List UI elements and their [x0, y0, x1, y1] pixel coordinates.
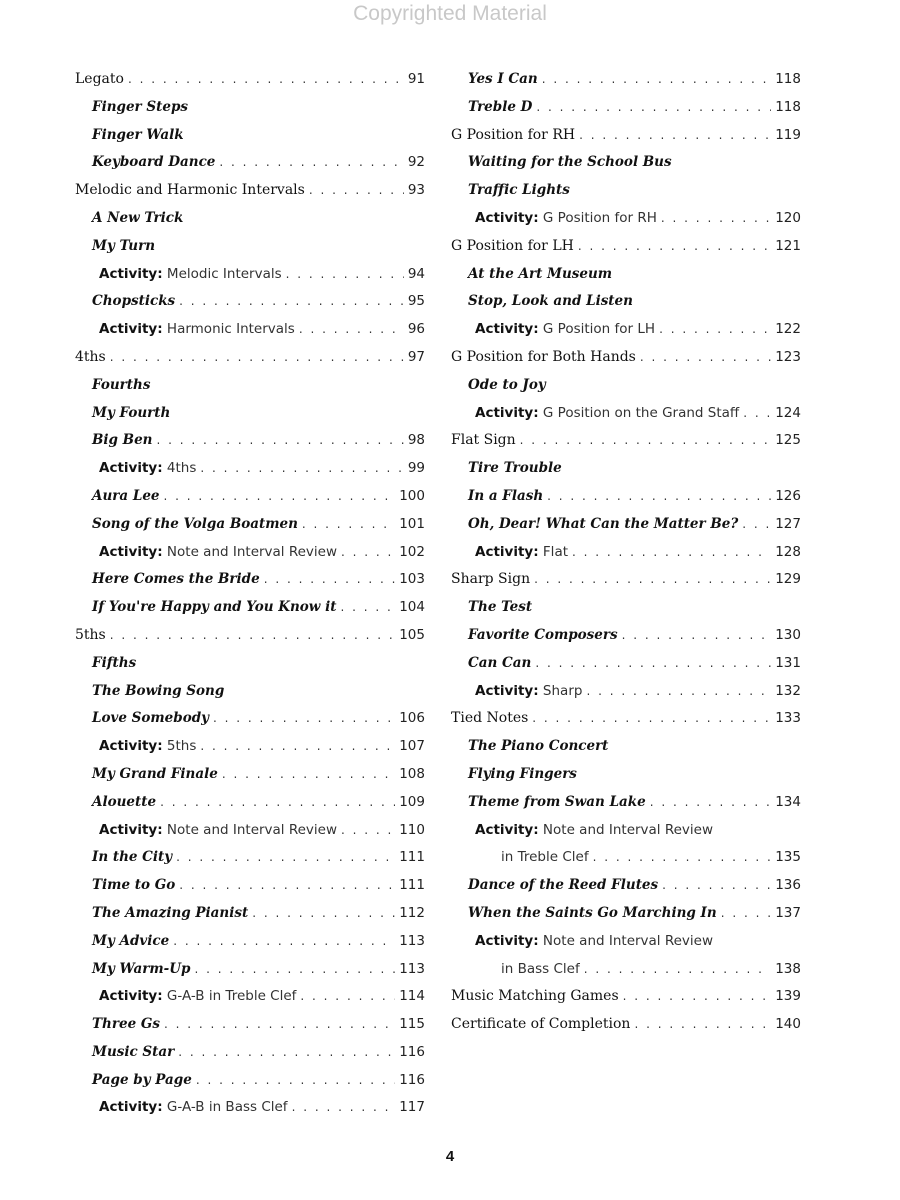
leader-dots	[164, 483, 396, 511]
toc-entry	[451, 483, 801, 511]
activity-label: Activity:	[475, 404, 539, 421]
toc-entry-title	[99, 261, 282, 289]
toc-entry	[75, 622, 425, 650]
toc-entry-title: My Grand Finale	[92, 765, 218, 782]
toc-entry-page: 107	[399, 738, 425, 755]
toc-entry-page: 140	[775, 1016, 801, 1033]
toc-entry-title: G Position for RH	[451, 126, 576, 143]
toc-entry-title: Aura Lee	[92, 487, 160, 504]
toc-entry	[75, 872, 425, 900]
activity-title: Harmonic Intervals	[166, 321, 295, 338]
toc-entry-page: 134	[775, 793, 801, 810]
toc-entry	[451, 761, 801, 789]
toc-entry-title: 4ths	[75, 348, 106, 365]
toc-entry	[75, 733, 425, 761]
leader-dots	[535, 650, 771, 678]
toc-entry-title	[475, 316, 655, 344]
toc-entry	[451, 872, 801, 900]
toc-entry-page: 124	[775, 404, 801, 421]
toc-entry	[75, 956, 425, 984]
toc-entry	[451, 149, 801, 177]
toc-entry-page: 136	[775, 877, 801, 894]
toc-entry-page: 109	[399, 793, 425, 810]
activity-title: Note and Interval Review	[166, 543, 338, 560]
leader-dots	[623, 983, 772, 1011]
toc-entry	[75, 177, 425, 205]
activity-title: 4ths	[166, 460, 197, 477]
leader-dots	[160, 789, 395, 817]
toc-entry-title: Certificate of Completion	[451, 1016, 631, 1033]
leader-dots	[534, 566, 771, 594]
activity-label: Activity:	[99, 1099, 163, 1116]
toc-entry-page: 91	[407, 71, 425, 87]
activity-label: Activity:	[475, 321, 539, 338]
toc-entry-page: 133	[775, 710, 801, 727]
activity-label: Activity:	[475, 682, 539, 699]
toc-entry	[451, 400, 801, 428]
leader-dots	[650, 789, 771, 817]
toc-entry-title: Theme from Swan Lake	[468, 793, 646, 810]
toc-entry	[451, 900, 801, 928]
toc-entry	[75, 900, 425, 928]
toc-entry-title	[475, 400, 739, 428]
leader-dots	[173, 928, 395, 956]
toc-entry-page: 130	[775, 626, 801, 643]
toc-entry	[451, 94, 801, 122]
toc-entry-title: Traffic Lights	[468, 182, 570, 199]
leader-dots	[622, 622, 772, 650]
leader-dots	[578, 233, 771, 261]
toc-right-column	[451, 66, 801, 1039]
leader-dots	[200, 733, 395, 761]
activity-label: Activity:	[99, 988, 163, 1005]
toc-entry-title	[99, 817, 337, 845]
activity-label: Activity:	[475, 543, 539, 560]
toc-left-column	[75, 66, 425, 1122]
activity-label: Activity:	[99, 821, 163, 838]
toc-entry-title	[99, 539, 337, 567]
activity-title: G Position for RH	[542, 209, 657, 226]
toc-entry-title: My Warm-Up	[92, 960, 191, 977]
leader-dots	[179, 872, 395, 900]
activity-title: Melodic Intervals	[166, 265, 282, 282]
toc-entry-title: Treble D	[468, 98, 533, 115]
toc-entry-title: The Amazing Pianist	[92, 904, 249, 921]
toc-entry-page: 111	[399, 849, 425, 866]
toc-entry-title: My Fourth	[92, 404, 171, 421]
activity-label: Activity:	[475, 821, 539, 838]
toc-entry	[451, 928, 801, 956]
leader-dots	[309, 177, 404, 205]
leader-dots	[659, 316, 771, 344]
leader-dots	[252, 900, 395, 928]
toc-entry-title: Waiting for the School Bus	[468, 154, 672, 171]
toc-entry-title: Love Somebody	[92, 710, 209, 727]
leader-dots	[292, 1094, 396, 1122]
toc-entry-title: in Treble Clef	[501, 849, 589, 866]
leader-dots	[341, 817, 395, 845]
leader-dots	[178, 1039, 395, 1067]
toc-entry-title	[475, 928, 713, 956]
toc-entry-title: Song of the Volga Boatmen	[92, 515, 298, 532]
toc-entry	[75, 316, 425, 344]
leader-dots	[164, 1011, 395, 1039]
toc-entry-page: 99	[407, 460, 425, 477]
toc-entry-title: Flat Sign	[451, 432, 516, 449]
toc-entry-title: Three Gs	[92, 1016, 160, 1033]
toc-entry	[451, 956, 801, 984]
toc-entry	[451, 594, 801, 622]
activity-title: G Position on the Grand Staff	[542, 404, 740, 421]
toc-entry-title: My Advice	[92, 932, 170, 949]
toc-entry-page: 123	[775, 348, 801, 365]
leader-dots	[286, 261, 404, 289]
leader-dots	[200, 455, 403, 483]
toc-entry-title	[475, 539, 568, 567]
toc-entry-page: 122	[775, 321, 801, 338]
leader-dots	[542, 66, 772, 94]
toc-entry-title: Here Comes the Bride	[92, 571, 260, 588]
leader-dots	[586, 678, 771, 706]
toc-entry-page: 118	[775, 98, 801, 115]
leader-dots	[640, 344, 771, 372]
toc-entry-page: 93	[407, 182, 425, 199]
toc-entry	[451, 122, 801, 150]
toc-entry-title: Dance of the Reed Flutes	[468, 877, 659, 894]
toc-entry	[451, 844, 801, 872]
toc-entry-title	[99, 455, 196, 483]
toc-entry-page: 111	[399, 877, 425, 894]
toc-entry	[451, 233, 801, 261]
toc-entry-page: 98	[407, 432, 425, 449]
toc-entry	[451, 316, 801, 344]
toc-entry	[451, 817, 801, 845]
toc-entry-title: Page by Page	[92, 1071, 192, 1088]
toc-entry	[75, 844, 425, 872]
toc-entry-title: Ode to Joy	[468, 376, 546, 393]
leader-dots	[532, 705, 771, 733]
toc-entry	[451, 678, 801, 706]
toc-entry	[451, 539, 801, 567]
activity-title: Note and Interval Review	[166, 821, 338, 838]
toc-entry	[75, 344, 425, 372]
toc-entry	[75, 94, 425, 122]
leader-dots	[579, 122, 771, 150]
toc-entry	[75, 650, 425, 678]
toc-entry-title: G Position for Both Hands	[451, 348, 636, 365]
toc-entry-title	[99, 733, 196, 761]
toc-entry-page: 127	[775, 515, 801, 532]
copyright-watermark: Copyrighted Material	[353, 2, 547, 25]
toc-entry	[75, 483, 425, 511]
toc-entry-title: Keyboard Dance	[92, 154, 216, 171]
activity-title: Sharp	[542, 682, 583, 699]
leader-dots	[176, 844, 395, 872]
toc-entry-page: 125	[775, 432, 801, 449]
toc-entry-page: 95	[407, 293, 425, 310]
toc-entry-page: 106	[399, 710, 425, 727]
toc-entry	[75, 761, 425, 789]
toc-entry	[75, 149, 425, 177]
activity-label: Activity:	[475, 932, 539, 949]
toc-entry-title	[475, 205, 657, 233]
toc-entry-title	[475, 678, 582, 706]
leader-dots	[634, 1011, 771, 1039]
toc-entry	[451, 177, 801, 205]
toc-entry-page: 132	[775, 682, 801, 699]
toc-entry-title: Flying Fingers	[468, 765, 577, 782]
toc-entry-title: Tire Trouble	[468, 460, 562, 477]
toc-entry	[451, 66, 801, 94]
toc-entry	[75, 1039, 425, 1067]
toc-entry-title: Fourths	[92, 376, 151, 393]
toc-entry-title: The Bowing Song	[92, 682, 225, 699]
toc-entry-title: Finger Walk	[92, 126, 184, 143]
activity-title: Flat	[542, 543, 569, 560]
leader-dots	[536, 94, 771, 122]
toc-entry-title: in Bass Clef	[501, 960, 580, 977]
toc-entry	[75, 1067, 425, 1095]
leader-dots	[593, 844, 772, 872]
toc-entry	[75, 122, 425, 150]
toc-entry-page: 103	[399, 571, 425, 588]
toc-entry	[451, 288, 801, 316]
activity-title: 5ths	[166, 738, 197, 755]
toc-entry-page: 116	[399, 1071, 425, 1088]
leader-dots	[110, 344, 404, 372]
toc-entry-page: 116	[399, 1043, 425, 1060]
toc-entry	[75, 261, 425, 289]
toc-entry-page: 114	[399, 988, 425, 1005]
toc-entry-title: Yes I Can	[468, 71, 538, 87]
toc-entry-title: Time to Go	[92, 877, 176, 894]
toc-entry	[451, 205, 801, 233]
toc-entry-title: Favorite Composers	[468, 626, 618, 643]
leader-dots	[110, 622, 395, 650]
toc-entry-title: G Position for LH	[451, 237, 574, 254]
toc-entry	[75, 66, 425, 94]
toc-entry-title: Music Matching Games	[451, 988, 619, 1005]
leader-dots	[194, 956, 395, 984]
toc-entry-page: 110	[399, 821, 425, 838]
leader-dots	[179, 288, 404, 316]
toc-entry	[75, 288, 425, 316]
toc-entry-page: 113	[399, 932, 425, 949]
activity-label: Activity:	[99, 543, 163, 560]
toc-entry	[75, 817, 425, 845]
activity-title: Note and Interval Review	[542, 821, 714, 838]
toc-entry	[451, 566, 801, 594]
toc-entry-title: Tied Notes	[451, 710, 529, 727]
leader-dots	[302, 511, 395, 539]
toc-entry	[451, 733, 801, 761]
leader-dots	[213, 705, 395, 733]
toc-entry-page: 100	[399, 487, 425, 504]
toc-entry-page: 128	[775, 543, 801, 560]
toc-entry-title: Alouette	[92, 793, 157, 810]
leader-dots	[299, 316, 404, 344]
toc-entry-page: 131	[775, 654, 801, 671]
toc-entry-page: 104	[399, 599, 425, 616]
toc-entry	[451, 789, 801, 817]
toc-entry-title: Music Star	[92, 1043, 175, 1060]
activity-label: Activity:	[99, 738, 163, 755]
toc-entry	[75, 1094, 425, 1122]
toc-entry-title: Fifths	[92, 654, 137, 671]
leader-dots	[662, 872, 771, 900]
toc-entry	[451, 455, 801, 483]
toc-entry	[75, 566, 425, 594]
activity-title: G-A-B in Bass Clef	[166, 1099, 288, 1116]
toc-entry-title: Chopsticks	[92, 293, 176, 310]
leader-dots	[584, 956, 771, 984]
toc-entry	[75, 427, 425, 455]
toc-entry-page: 115	[399, 1016, 425, 1033]
toc-entry-page: 119	[775, 126, 801, 143]
activity-title: Note and Interval Review	[542, 932, 714, 949]
leader-dots	[742, 511, 771, 539]
toc-entry	[75, 678, 425, 706]
leader-dots	[128, 66, 404, 94]
toc-entry	[451, 705, 801, 733]
toc-entry	[451, 261, 801, 289]
activity-title: G-A-B in Treble Clef	[166, 988, 297, 1005]
toc-entry-title	[99, 983, 296, 1011]
page-number: 4	[445, 1148, 455, 1165]
toc-entry-page: 101	[399, 515, 425, 532]
toc-entry	[75, 928, 425, 956]
toc-entry	[75, 400, 425, 428]
toc-entry-title	[475, 817, 713, 845]
toc-entry-page: 126	[775, 487, 801, 504]
toc-entry	[75, 233, 425, 261]
toc-entry-title: In the City	[92, 849, 173, 866]
toc-entry-page: 129	[775, 571, 801, 588]
toc-entry-title: Can Can	[468, 654, 532, 671]
toc-entry-title: Melodic and Harmonic Intervals	[75, 182, 305, 199]
toc-entry	[75, 594, 425, 622]
toc-entry	[75, 789, 425, 817]
leader-dots	[572, 539, 771, 567]
toc-entry-title: Oh, Dear! What Can the Matter Be?	[468, 515, 739, 532]
toc-entry-title: If You're Happy and You Know it	[92, 599, 337, 616]
toc-entry	[75, 1011, 425, 1039]
toc-entry-page: 121	[775, 237, 801, 254]
leader-dots	[264, 566, 396, 594]
activity-label: Activity:	[99, 321, 163, 338]
leader-dots	[222, 761, 395, 789]
toc-entry-page: 138	[775, 960, 801, 977]
toc-entry-page: 105	[399, 626, 425, 643]
activity-label: Activity:	[99, 460, 163, 477]
toc-entry-page: 94	[407, 265, 425, 282]
toc-entry-page: 102	[399, 543, 425, 560]
toc-entry-page: 117	[399, 1099, 425, 1116]
toc-entry-title: Big Ben	[92, 432, 153, 449]
toc-entry-title: Finger Steps	[92, 98, 188, 115]
toc-entry-title: When the Saints Go Marching In	[468, 904, 717, 921]
leader-dots	[743, 400, 771, 428]
toc-entry	[451, 650, 801, 678]
toc-entry-title	[99, 1094, 288, 1122]
toc-entry-title: At the Art Museum	[468, 265, 613, 282]
toc-entry-title	[99, 316, 295, 344]
toc-entry	[451, 622, 801, 650]
activity-label: Activity:	[99, 265, 163, 282]
toc-entry-page: 135	[775, 849, 801, 866]
toc-entry-page: 137	[775, 904, 801, 921]
leader-dots	[341, 594, 396, 622]
toc-entry	[75, 539, 425, 567]
toc-entry	[75, 511, 425, 539]
leader-dots	[300, 983, 395, 1011]
leader-dots	[196, 1067, 395, 1095]
activity-label: Activity:	[475, 209, 539, 226]
toc-entry-page: 113	[399, 960, 425, 977]
toc-entry	[75, 705, 425, 733]
toc-entry-title: The Test	[468, 599, 533, 616]
toc-entry	[451, 983, 801, 1011]
toc-entry-title: In a Flash	[468, 487, 544, 504]
toc-entry-title: A New Trick	[92, 209, 184, 226]
toc-entry-title: The Piano Concert	[468, 738, 609, 755]
toc-entry-title: Legato	[75, 71, 124, 87]
toc-entry-page: 97	[407, 348, 425, 365]
toc-entry	[451, 344, 801, 372]
toc-entry	[451, 372, 801, 400]
toc-entry-title: Stop, Look and Listen	[468, 293, 633, 310]
toc-entry-title: Sharp Sign	[451, 571, 531, 588]
activity-title: G Position for LH	[542, 321, 656, 338]
toc-entry	[75, 372, 425, 400]
toc-entry	[75, 455, 425, 483]
toc-entry-page: 112	[399, 904, 425, 921]
toc-entry-page: 139	[775, 988, 801, 1005]
leader-dots	[157, 427, 404, 455]
toc-entry-page: 96	[407, 321, 425, 338]
toc-entry	[75, 983, 425, 1011]
leader-dots	[547, 483, 771, 511]
toc-entry	[451, 511, 801, 539]
toc-entry-page: 108	[399, 765, 425, 782]
toc-entry-page: 120	[775, 209, 801, 226]
toc-entry-title: 5ths	[75, 626, 106, 643]
leader-dots	[721, 900, 772, 928]
toc-entry-title: My Turn	[92, 237, 156, 254]
toc-entry-page: 92	[407, 154, 425, 171]
leader-dots	[341, 539, 395, 567]
toc-entry-page: 118	[775, 71, 801, 87]
leader-dots	[219, 149, 403, 177]
toc-entry	[451, 1011, 801, 1039]
toc-entry	[75, 205, 425, 233]
leader-dots	[520, 427, 772, 455]
toc-entry	[451, 427, 801, 455]
leader-dots	[661, 205, 771, 233]
